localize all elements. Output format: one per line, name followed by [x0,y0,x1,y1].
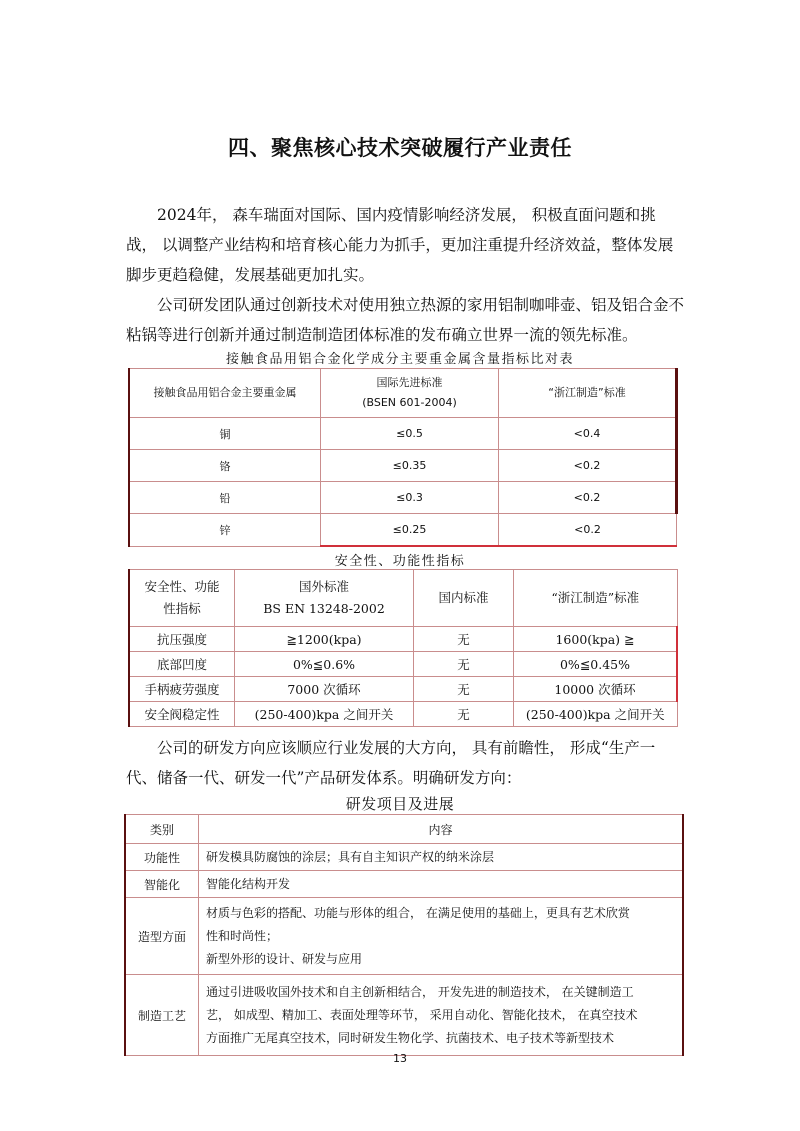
paragraph-3: 公司的研发方向应该顺应行业发展的大方向， 具有前瞻性， 形成“生产一代、储备一代、研发一代”产品研发体系。明确研发方向： [126,739,656,787]
content-line: 艺， 如成型、精加工、表面处理等环节， 采用自动化、智能化技术， 在真空技术 [206,1007,638,1022]
header-cell [129,570,235,627]
header-cell: 接触食品用铝合金主要重金属 [129,369,321,418]
rd-paragraph [126,733,686,793]
header-line: BS EN 13248-2002 [263,601,385,616]
rd-projects-table [124,814,684,1056]
domestic-standard-cell: 无 [414,652,514,677]
table3-caption: 研发项目及进展 [345,795,455,813]
domestic-standard-cell: 无 [414,702,514,727]
header-cell: 内容 [199,815,684,844]
content-line: 研发模具防腐蚀的涂层；具有自主知识产权的纳米涂层 [206,849,495,864]
category-cell: 造型方面 [125,898,199,975]
content-line: 材质与色彩的搭配、功能与形体的组合， 在满足使用的基础上，更具有艺术欣赏 [206,905,630,920]
table1-caption: 接触食品用铝合金化学成分主要重金属含量指标比对表 [225,352,574,367]
metal-cell: 铅 [129,482,321,514]
table-header-row [129,369,677,418]
category-cell: 智能化 [125,871,199,898]
domestic-standard-cell: 无 [414,627,514,652]
heavy-metal-table [128,368,678,547]
paragraph-1: 2024年， 森车瑞面对国际、国内疫情影响经济发展， 积极直面问题和挑战， 以调整产业结构和培育核心能力为抓手，更加注重提升经济效益，整体发展脚步更趋稳健，发展基础更加扎实。 [126,206,674,284]
paragraph-2: 公司研发团队通过创新技术对使用独立热源的家用铝制咖啡壶、铝及铝合金不粘锅等进行创新并通过制造制造团体标准的发布确立世界一流的领先标准。 [126,296,685,344]
table-row [129,702,677,727]
zj-standard-cell: <0.4 [499,418,677,450]
intl-standard-cell: ≤0.5 [321,418,499,450]
table-row [129,450,677,482]
zj-standard-cell: (250-400)kpa 之间开关 [514,702,678,727]
header-line: (BSEN 601-2004) [362,396,457,409]
page-title: 四、聚焦核心技术突破履行产业责任 [228,136,572,160]
foreign-standard-cell: 7000 次循环 [235,677,414,702]
content-cell [199,844,684,871]
indicator-cell: 抗压强度 [129,627,235,652]
header-line: 国外标准 [298,579,349,594]
table-row [129,652,677,677]
table-row [129,482,677,514]
intl-standard-cell: ≤0.25 [321,514,499,547]
content-cell [199,871,684,898]
zj-standard-cell: <0.2 [499,450,677,482]
foreign-standard-cell: ≧1200(kpa) [235,627,414,652]
intro-paragraph [126,200,686,350]
content-cell [199,898,684,975]
content-line: 通过引进吸收国外技术和自主创新相结合， 开发先进的制造技术， 在关键制造工 [206,984,634,999]
table-row [129,514,677,547]
header-cell: “浙江制造”标准 [514,570,678,627]
table-row [129,627,677,652]
zj-standard-cell: 0%≦0.45% [514,652,678,677]
table-row [129,418,677,450]
table-row [125,975,683,1056]
table-header-row [125,815,683,844]
metal-cell: 锌 [129,514,321,547]
intl-standard-cell: ≤0.35 [321,450,499,482]
foreign-standard-cell: (250-400)kpa 之间开关 [235,702,414,727]
header-cell: “浙江制造”标准 [499,369,677,418]
metal-cell: 铜 [129,418,321,450]
table-row [125,871,683,898]
table-row [129,677,677,702]
indicator-cell: 底部凹度 [129,652,235,677]
content-line: 新型外形的设计、研发与应用 [206,951,363,966]
metal-cell: 铬 [129,450,321,482]
header-cell [235,570,414,627]
page-number: 13 [393,1052,407,1065]
indicator-cell: 手柄疲劳强度 [129,677,235,702]
foreign-standard-cell: 0%≦0.6% [235,652,414,677]
zj-standard-cell: <0.2 [499,514,677,547]
content-line: 智能化结构开发 [206,876,291,891]
domestic-standard-cell: 无 [414,677,514,702]
content-line: 方面推广无尾真空技术，同时研发生物化学、抗菌技术、电子技术等新型技术 [206,1030,615,1045]
category-cell: 功能性 [125,844,199,871]
table2-caption: 安全性、功能性指标 [334,554,466,569]
header-line: 国际先进标准 [376,376,443,389]
content-cell [199,975,684,1056]
header-cell: 类别 [125,815,199,844]
intl-standard-cell: ≤0.3 [321,482,499,514]
table-header-row [129,570,677,627]
header-line: 性指标 [163,601,201,616]
zj-standard-cell: 1600(kpa) ≧ [514,627,678,652]
header-line: 安全性、功能 [144,579,220,594]
table-row [125,844,683,871]
zj-standard-cell: <0.2 [499,482,677,514]
header-cell [321,369,499,418]
table-row [125,898,683,975]
zj-standard-cell: 10000 次循环 [514,677,678,702]
category-cell: 制造工艺 [125,975,199,1056]
indicator-cell: 安全阀稳定性 [129,702,235,727]
safety-function-table [128,569,678,727]
header-cell: 国内标准 [414,570,514,627]
content-line: 性和时尚性； [206,928,279,943]
